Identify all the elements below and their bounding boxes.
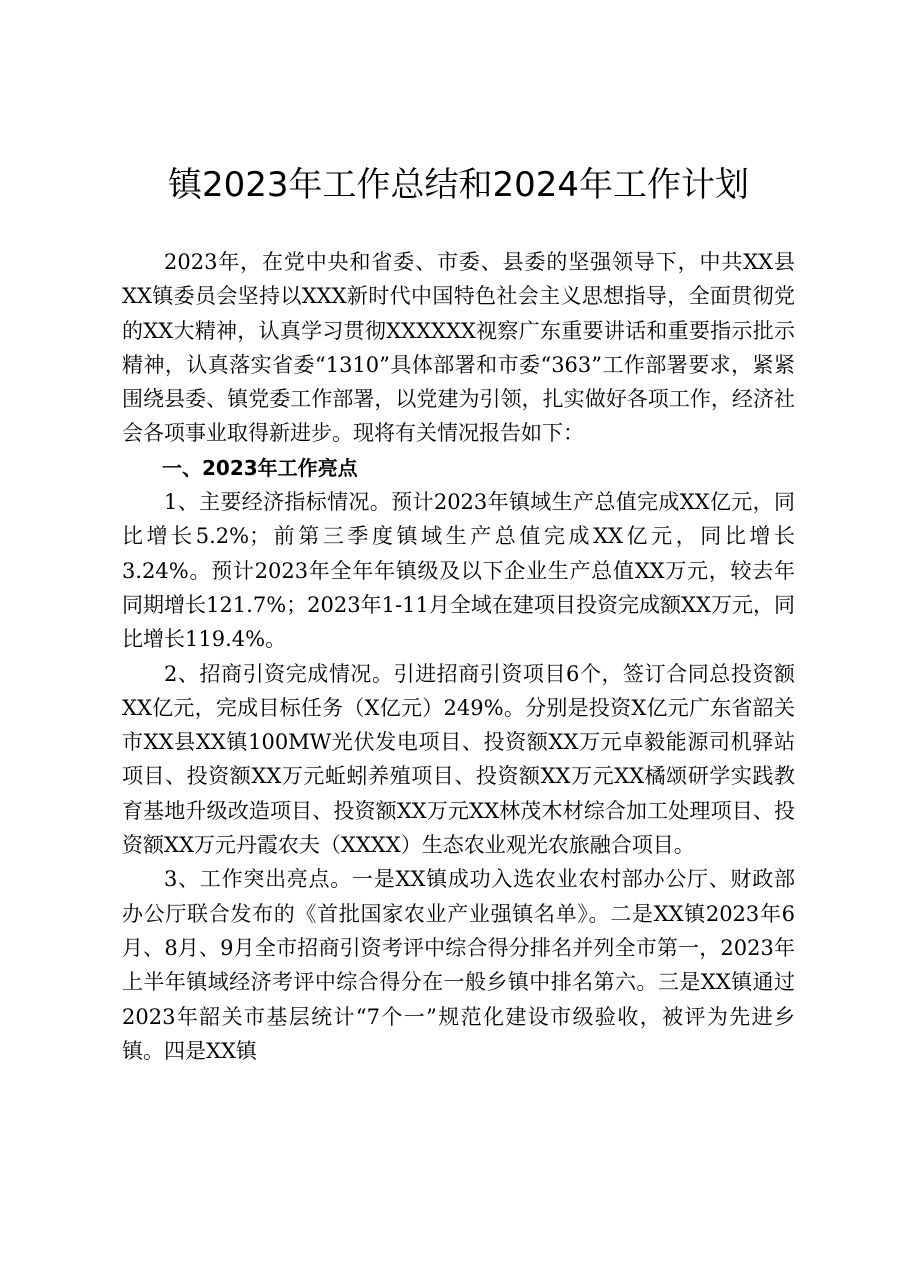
document-body [122, 245, 795, 1068]
document-title: 镇2023年工作总结和2024年工作计划 [167, 165, 750, 205]
paragraph-investment-attraction: 2、招商引资完成情况。引进招商引资项目6个，签订合同总投资额XX亿元，完成目标任务（X亿元）249%。分别是投资X亿元广东省韶关市XX县XX镇100MW光伏发电项目、投资额XX万元卓毅能源司机驿站项目、投资额XX万元蚯蚓养殖项目、投资额XX万元XX橘颂研学实践教育基地升级改造项目、投资额XX万元XX林茂木材综合加工处理项目、投资额XX万元丹霞农夫（XXXX）生态农业观光农旅融合项目。 [122, 661, 795, 858]
intro-paragraph: 2023年，在党中央和省委、市委、县委的坚强领导下，中共XX县XX镇委员会坚持以XXX新时代中国特色社会主义思想指导，全面贯彻党的XX大精神，认真学习贯彻XXXXXX视察广东重要讲话和重要指示批示精神，认真落实省委“1310”具体部署和市委“363”工作部署要求，紧紧围绕县委、镇党委工作部署，以党建为引领，扎实做好各项工作，经济社会各项事业取得新进步。现将有关情况报告如下： [122, 250, 795, 446]
paragraph-work-highlights: 3、工作突出亮点。一是XX镇成功入选农业农村部办公厅、财政部办公厅联合发布的《首批国家农业产业强镇名单》。二是XX镇2023年6月、8月、9月全市招商引资考评中综合得分排名并列全市第一，2023年上半年镇域经济考评中综合得分在一般乡镇中排名第六。三是XX镇通过2023年韶关市基层统计“7个一”规范化建设市级验收，被评为先进乡镇。四是XX镇 [122, 867, 795, 1063]
paragraph-economic-indicators: 1、主要经济指标情况。预计2023年镇域生产总值完成XX亿元，同比增长5.2%；前第三季度镇域生产总值完成XX亿元，同比增长3.24%。预计2023年全年年镇级及以下企业生产总值XX万元，较去年同期增长121.7%；2023年1-11月全域在建项目投资完成额XX万元，同比增长119.4%。 [122, 490, 795, 652]
document-page [122, 0, 795, 1068]
section-heading-highlights: 一、2023年工作亮点 [162, 455, 358, 480]
